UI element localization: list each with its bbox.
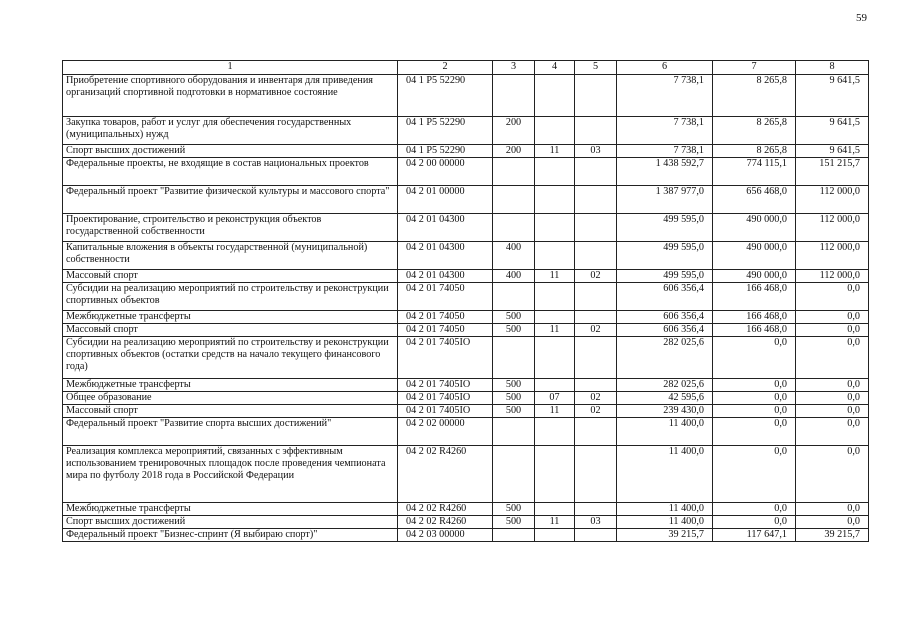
row-code-cell: 04 2 00 00000 (398, 158, 493, 186)
row-name-cell: Межбюджетные трансферты (63, 379, 398, 392)
row-rz-cell (535, 311, 575, 324)
header-cell: 8 (796, 61, 869, 75)
row-vr-cell (493, 418, 535, 446)
row-pr-cell (575, 242, 617, 270)
row-rz-cell (535, 418, 575, 446)
table-row (63, 270, 869, 283)
row-amount-cell: 7 738,1 (617, 145, 713, 158)
row-rz-cell (535, 75, 575, 117)
table-header-row (63, 61, 869, 75)
row-amount-cell: 112 000,0 (796, 186, 869, 214)
row-pr-cell: 02 (575, 270, 617, 283)
row-amount-cell: 0,0 (796, 283, 869, 311)
row-amount-cell: 1 387 977,0 (617, 186, 713, 214)
row-pr-cell: 03 (575, 145, 617, 158)
row-code-cell: 04 1 P5 52290 (398, 145, 493, 158)
row-code-cell: 04 2 01 7405IO (398, 392, 493, 405)
row-amount-cell: 11 400,0 (617, 418, 713, 446)
row-vr-cell (493, 446, 535, 503)
row-amount-cell: 112 000,0 (796, 270, 869, 283)
row-amount-cell: 151 215,7 (796, 158, 869, 186)
row-amount-cell: 112 000,0 (796, 242, 869, 270)
row-code-cell: 04 2 01 04300 (398, 214, 493, 242)
table-row (63, 214, 869, 242)
row-amount-cell: 39 215,7 (617, 529, 713, 542)
row-name-cell: Субсидии на реализацию мероприятий по строительству и реконструкции спортивных объектов (остатки средств на начало текущего финансового года) (63, 337, 398, 379)
row-amount-cell: 0,0 (796, 392, 869, 405)
row-amount-cell: 0,0 (796, 379, 869, 392)
row-code-cell: 04 2 01 74050 (398, 311, 493, 324)
row-amount-cell: 0,0 (796, 337, 869, 379)
row-amount-cell: 0,0 (713, 337, 796, 379)
row-amount-cell: 11 400,0 (617, 516, 713, 529)
row-name-cell: Межбюджетные трансферты (63, 503, 398, 516)
table-row (63, 242, 869, 270)
row-pr-cell (575, 214, 617, 242)
row-amount-cell: 606 356,4 (617, 324, 713, 337)
row-rz-cell (535, 529, 575, 542)
row-rz-cell (535, 186, 575, 214)
row-amount-cell: 166 468,0 (713, 311, 796, 324)
row-amount-cell: 490 000,0 (713, 214, 796, 242)
row-vr-cell: 500 (493, 379, 535, 392)
row-vr-cell: 400 (493, 270, 535, 283)
row-amount-cell: 499 595,0 (617, 270, 713, 283)
row-pr-cell (575, 158, 617, 186)
row-amount-cell: 0,0 (713, 516, 796, 529)
row-code-cell: 04 2 01 00000 (398, 186, 493, 214)
table-row (63, 158, 869, 186)
row-pr-cell (575, 337, 617, 379)
row-vr-cell (493, 214, 535, 242)
row-vr-cell (493, 283, 535, 311)
row-amount-cell: 0,0 (713, 418, 796, 446)
row-amount-cell: 0,0 (713, 392, 796, 405)
row-vr-cell: 200 (493, 117, 535, 145)
row-vr-cell (493, 158, 535, 186)
row-code-cell: 04 2 02 R4260 (398, 446, 493, 503)
row-name-cell: Федеральный проект "Развитие спорта высших достижений" (63, 418, 398, 446)
row-amount-cell: 0,0 (796, 516, 869, 529)
row-amount-cell: 0,0 (713, 503, 796, 516)
row-name-cell: Общее образование (63, 392, 398, 405)
table-row (63, 117, 869, 145)
row-vr-cell (493, 529, 535, 542)
row-amount-cell: 8 265,8 (713, 117, 796, 145)
row-amount-cell: 0,0 (796, 446, 869, 503)
row-code-cell: 04 2 01 04300 (398, 270, 493, 283)
row-code-cell: 04 2 01 7405IO (398, 337, 493, 379)
row-amount-cell: 0,0 (796, 405, 869, 418)
row-amount-cell: 117 647,1 (713, 529, 796, 542)
row-rz-cell: 11 (535, 516, 575, 529)
row-name-cell: Межбюджетные трансферты (63, 311, 398, 324)
header-cell: 7 (713, 61, 796, 75)
header-cell: 3 (493, 61, 535, 75)
row-name-cell: Приобретение спортивного оборудования и инвентаря для приведения организаций спортивной подготовки в нормативное состояние (63, 75, 398, 117)
row-amount-cell: 166 468,0 (713, 283, 796, 311)
row-name-cell: Закупка товаров, работ и услуг для обеспечения государственных (муниципальных) нужд (63, 117, 398, 145)
row-rz-cell (535, 117, 575, 145)
table-row (63, 75, 869, 117)
table-row (63, 337, 869, 379)
row-amount-cell: 0,0 (713, 379, 796, 392)
row-amount-cell: 499 595,0 (617, 214, 713, 242)
row-amount-cell: 9 641,5 (796, 145, 869, 158)
row-name-cell: Массовый спорт (63, 405, 398, 418)
row-name-cell: Капитальные вложения в объекты государственной (муниципальной) собственности (63, 242, 398, 270)
table-row (63, 379, 869, 392)
row-vr-cell (493, 186, 535, 214)
row-pr-cell (575, 311, 617, 324)
row-rz-cell (535, 158, 575, 186)
row-code-cell: 04 2 01 04300 (398, 242, 493, 270)
row-pr-cell (575, 186, 617, 214)
row-amount-cell: 11 400,0 (617, 503, 713, 516)
row-code-cell: 04 2 01 74050 (398, 324, 493, 337)
row-amount-cell: 166 468,0 (713, 324, 796, 337)
row-amount-cell: 7 738,1 (617, 75, 713, 117)
row-amount-cell: 0,0 (796, 503, 869, 516)
row-name-cell: Массовый спорт (63, 270, 398, 283)
header-cell: 2 (398, 61, 493, 75)
row-amount-cell: 112 000,0 (796, 214, 869, 242)
header-cell: 5 (575, 61, 617, 75)
row-amount-cell: 39 215,7 (796, 529, 869, 542)
header-cell: 6 (617, 61, 713, 75)
row-vr-cell: 500 (493, 516, 535, 529)
table-row (63, 529, 869, 542)
table-row (63, 311, 869, 324)
row-name-cell: Федеральный проект "Бизнес-спринт (Я выбираю спорт)" (63, 529, 398, 542)
row-vr-cell: 500 (493, 324, 535, 337)
table-row (63, 392, 869, 405)
row-amount-cell: 42 595,6 (617, 392, 713, 405)
row-code-cell: 04 1 P5 52290 (398, 75, 493, 117)
header-cell: 4 (535, 61, 575, 75)
row-amount-cell: 774 115,1 (713, 158, 796, 186)
row-code-cell: 04 2 03 00000 (398, 529, 493, 542)
row-vr-cell: 500 (493, 405, 535, 418)
row-amount-cell: 9 641,5 (796, 75, 869, 117)
row-vr-cell: 200 (493, 145, 535, 158)
row-pr-cell (575, 283, 617, 311)
table-row (63, 186, 869, 214)
row-rz-cell: 11 (535, 324, 575, 337)
row-name-cell: Реализация комплекса мероприятий, связанных с эффективным использованием тренировочных площадок после проведения чемпионата мира по футболу 2018 года в Российской Федерации (63, 446, 398, 503)
table-row (63, 446, 869, 503)
row-amount-cell: 282 025,6 (617, 379, 713, 392)
table-row (63, 405, 869, 418)
row-amount-cell: 9 641,5 (796, 117, 869, 145)
row-amount-cell: 0,0 (796, 324, 869, 337)
row-vr-cell (493, 75, 535, 117)
row-rz-cell (535, 379, 575, 392)
table-row (63, 516, 869, 529)
table-row (63, 418, 869, 446)
row-name-cell: Федеральный проект "Развитие физической культуры и массового спорта" (63, 186, 398, 214)
row-name-cell: Федеральные проекты, не входящие в состав национальных проектов (63, 158, 398, 186)
table-row (63, 283, 869, 311)
row-amount-cell: 499 595,0 (617, 242, 713, 270)
row-rz-cell (535, 337, 575, 379)
row-vr-cell: 500 (493, 392, 535, 405)
row-amount-cell: 0,0 (796, 418, 869, 446)
row-vr-cell: 500 (493, 311, 535, 324)
row-amount-cell: 0,0 (713, 446, 796, 503)
row-amount-cell: 606 356,4 (617, 311, 713, 324)
row-amount-cell: 11 400,0 (617, 446, 713, 503)
row-name-cell: Субсидии на реализацию мероприятий по строительству и реконструкции спортивных объектов (63, 283, 398, 311)
row-pr-cell: 02 (575, 392, 617, 405)
row-code-cell: 04 2 02 R4260 (398, 503, 493, 516)
row-vr-cell: 400 (493, 242, 535, 270)
row-code-cell: 04 2 02 R4260 (398, 516, 493, 529)
row-amount-cell: 606 356,4 (617, 283, 713, 311)
row-amount-cell: 490 000,0 (713, 270, 796, 283)
row-pr-cell: 02 (575, 324, 617, 337)
row-amount-cell: 282 025,6 (617, 337, 713, 379)
row-pr-cell (575, 379, 617, 392)
row-pr-cell (575, 503, 617, 516)
row-rz-cell (535, 503, 575, 516)
row-rz-cell: 11 (535, 270, 575, 283)
row-amount-cell: 239 430,0 (617, 405, 713, 418)
row-amount-cell: 8 265,8 (713, 145, 796, 158)
row-amount-cell: 0,0 (713, 405, 796, 418)
row-code-cell: 04 2 01 74050 (398, 283, 493, 311)
row-rz-cell: 11 (535, 145, 575, 158)
row-pr-cell (575, 446, 617, 503)
row-code-cell: 04 1 P5 52290 (398, 117, 493, 145)
row-pr-cell (575, 529, 617, 542)
row-pr-cell: 03 (575, 516, 617, 529)
row-amount-cell: 490 000,0 (713, 242, 796, 270)
row-rz-cell (535, 283, 575, 311)
row-amount-cell: 1 438 592,7 (617, 158, 713, 186)
header-cell: 1 (63, 61, 398, 75)
row-name-cell: Спорт высших достижений (63, 516, 398, 529)
row-name-cell: Массовый спорт (63, 324, 398, 337)
row-vr-cell (493, 337, 535, 379)
budget-table (62, 60, 869, 542)
row-rz-cell: 07 (535, 392, 575, 405)
row-amount-cell: 656 468,0 (713, 186, 796, 214)
row-amount-cell: 0,0 (796, 311, 869, 324)
row-rz-cell: 11 (535, 405, 575, 418)
row-code-cell: 04 2 01 7405IO (398, 379, 493, 392)
row-pr-cell (575, 75, 617, 117)
table-row (63, 324, 869, 337)
row-name-cell: Спорт высших достижений (63, 145, 398, 158)
row-rz-cell (535, 214, 575, 242)
row-rz-cell (535, 242, 575, 270)
row-amount-cell: 7 738,1 (617, 117, 713, 145)
row-vr-cell: 500 (493, 503, 535, 516)
row-rz-cell (535, 446, 575, 503)
row-code-cell: 04 2 01 7405IO (398, 405, 493, 418)
table-row (63, 503, 869, 516)
row-code-cell: 04 2 02 00000 (398, 418, 493, 446)
row-pr-cell (575, 418, 617, 446)
row-pr-cell: 02 (575, 405, 617, 418)
table-row (63, 145, 869, 158)
row-name-cell: Проектирование, строительство и реконструкция объектов государственной собственности (63, 214, 398, 242)
row-pr-cell (575, 117, 617, 145)
page-number: 59 (856, 12, 867, 24)
row-amount-cell: 8 265,8 (713, 75, 796, 117)
